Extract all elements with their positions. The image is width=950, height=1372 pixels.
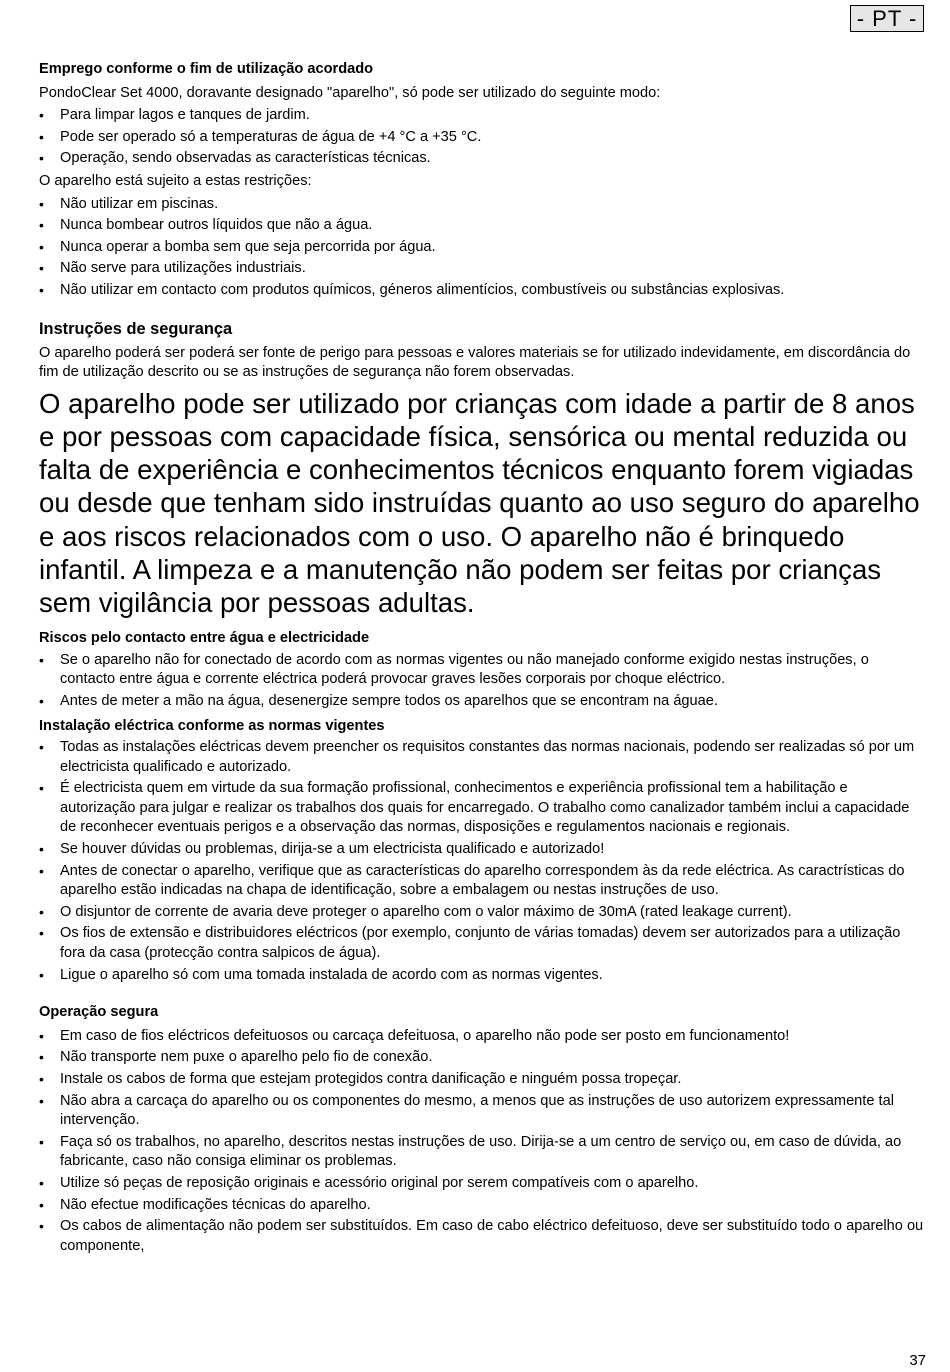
list-item: • Não transporte nem puxe o aparelho pelo fio de conexão. bbox=[39, 1048, 925, 1068]
electrical-install-heading: Instalação eléctrica conforme as normas vigentes bbox=[39, 717, 385, 734]
list-item: • Não abra a carcaça do aparelho ou os componentes do mesmo, a menos que as instruções de uso autorizem expressamente tal intervenção. bbox=[39, 1092, 925, 1131]
intended-use-list bbox=[39, 106, 925, 169]
list-item: • Não efectue modificações técnicas do aparelho. bbox=[39, 1196, 925, 1216]
list-item: • Para limpar lagos e tanques de jardim. bbox=[39, 106, 925, 126]
restrictions-intro: O aparelho está sujeito a estas restrições: bbox=[39, 172, 312, 189]
water-electricity-heading: Riscos pelo contacto entre água e electricidade bbox=[39, 630, 370, 647]
list-item: • Pode ser operado só a temperaturas de água de +4 °C a +35 °C. bbox=[39, 128, 925, 148]
list-item: • É electricista quem em virtude da sua formação profissional, conhecimentos e experiência profissional tem a habilitação e autorização para julgar e realizar os trabalhos dos quais for encarregado. O trabalho como canalizador também inclui a capacidade de reconhecer eventuais perigos e a observação das normas, disposições e regulamentos nacionais e regionais. bbox=[39, 779, 925, 838]
list-item: • Instale os cabos de forma que estejam protegidos contra danificação e ninguém possa tropeçar. bbox=[39, 1070, 925, 1090]
children-notice: O aparelho pode ser utilizado por crianças com idade a partir de 8 anos e por pessoas com capacidade física, sensórica ou mental reduzida ou falta de experiência e conhecimentos técnicos enquanto forem vigiadas ou desde que tenham sido instruídas quanto ao uso seguro do aparelho e aos riscos relacionados com o uso. O aparelho não é brinquedo infantil. A limpeza e a manutenção não podem ser feitas por crianças sem vigilância por pessoas adultas. bbox=[39, 387, 920, 618]
list-item: • Todas as instalações eléctricas devem preencher os requisitos constantes das normas nacionais, podendo ser realizadas só por um electricista qualificado e autorizado. bbox=[39, 738, 925, 777]
document-body bbox=[39, 60, 925, 1258]
list-item: • Operação, sendo observadas as características técnicas. bbox=[39, 149, 925, 169]
list-item: • Não utilizar em contacto com produtos químicos, géneros alimentícios, combustíveis ou substâncias explosivas. bbox=[39, 281, 925, 301]
list-item: • Nunca bombear outros líquidos que não a água. bbox=[39, 216, 925, 236]
list-item: • Antes de meter a mão na água, desenergize sempre todos os aparelhos que se encontram na águae. bbox=[39, 692, 925, 712]
list-item: • Nunca operar a bomba sem que seja percorrida por água. bbox=[39, 238, 925, 258]
list-item: • Se o aparelho não for conectado de acordo com as normas vigentes ou não manejado conforme exigido nestas instruções, o contacto entre água e corrente eléctrica poderá provocar graves lesões corporais por choque eléctrico. bbox=[39, 651, 925, 690]
intended-use-intro: PondoClear Set 4000, doravante designado "aparelho", só pode ser utilizado do seguinte modo: bbox=[39, 84, 661, 101]
list-item: • Se houver dúvidas ou problemas, dirija-se a um electricista qualificado e autorizado! bbox=[39, 840, 925, 860]
page-number: 37 bbox=[909, 1352, 926, 1369]
language-badge: - PT - bbox=[850, 5, 924, 32]
list-item: • O disjuntor de corrente de avaria deve proteger o aparelho com o valor máximo de 30mA (rated leakage current). bbox=[39, 903, 925, 923]
safe-operation-heading: Operação segura bbox=[39, 1004, 159, 1021]
list-item: • Em caso de fios eléctricos defeituosos ou carcaça defeituosa, o aparelho não pode ser posto em funcionamento! bbox=[39, 1027, 925, 1047]
list-item: • Os fios de extensão e distribuidores eléctricos (por exemplo, conjunto de várias tomadas) devem ser autorizados para a utilização fora da casa (protecção contra salpicos de água). bbox=[39, 924, 925, 963]
list-item: • Utilize só peças de reposição originais e acessório original por serem compatíveis com o aparelho. bbox=[39, 1174, 925, 1194]
safety-paragraph: O aparelho poderá ser poderá ser fonte de perigo para pessoas e valores materiais se for utilizado indevidamente, em discordância do fim de utilização descrito ou se as instruções de segurança não forem observadas. bbox=[39, 344, 911, 381]
electrical-install-list bbox=[39, 738, 925, 985]
list-item: • Ligue o aparelho só com uma tomada instalada de acordo com as normas vigentes. bbox=[39, 966, 925, 986]
safety-heading: Instruções de segurança bbox=[39, 319, 233, 338]
list-item: • Não serve para utilizações industriais. bbox=[39, 259, 925, 279]
list-item: • Faça só os trabalhos, no aparelho, descritos nestas instruções de uso. Dirija-se a um centro de serviço ou, em caso de dúvida, ao fabricante, caso não consiga eliminar os problemas. bbox=[39, 1133, 925, 1172]
restrictions-list bbox=[39, 195, 925, 301]
list-item: • Os cabos de alimentação não podem ser substituídos. Em caso de cabo eléctrico defeituoso, deve ser substituído todo o aparelho ou componente, bbox=[39, 1217, 925, 1256]
list-item: • Não utilizar em piscinas. bbox=[39, 195, 925, 215]
water-electricity-list bbox=[39, 651, 925, 712]
safe-operation-list bbox=[39, 1027, 925, 1257]
list-item: • Antes de conectar o aparelho, verifique que as características do aparelho correspondem às da rede eléctrica. As caractrísticas do aparelho estão indicadas na chapa de identificação, sobre a embalagem ou nestas instruções de uso. bbox=[39, 862, 925, 901]
intended-use-heading: Emprego conforme o fim de utilização acordado bbox=[39, 61, 374, 77]
